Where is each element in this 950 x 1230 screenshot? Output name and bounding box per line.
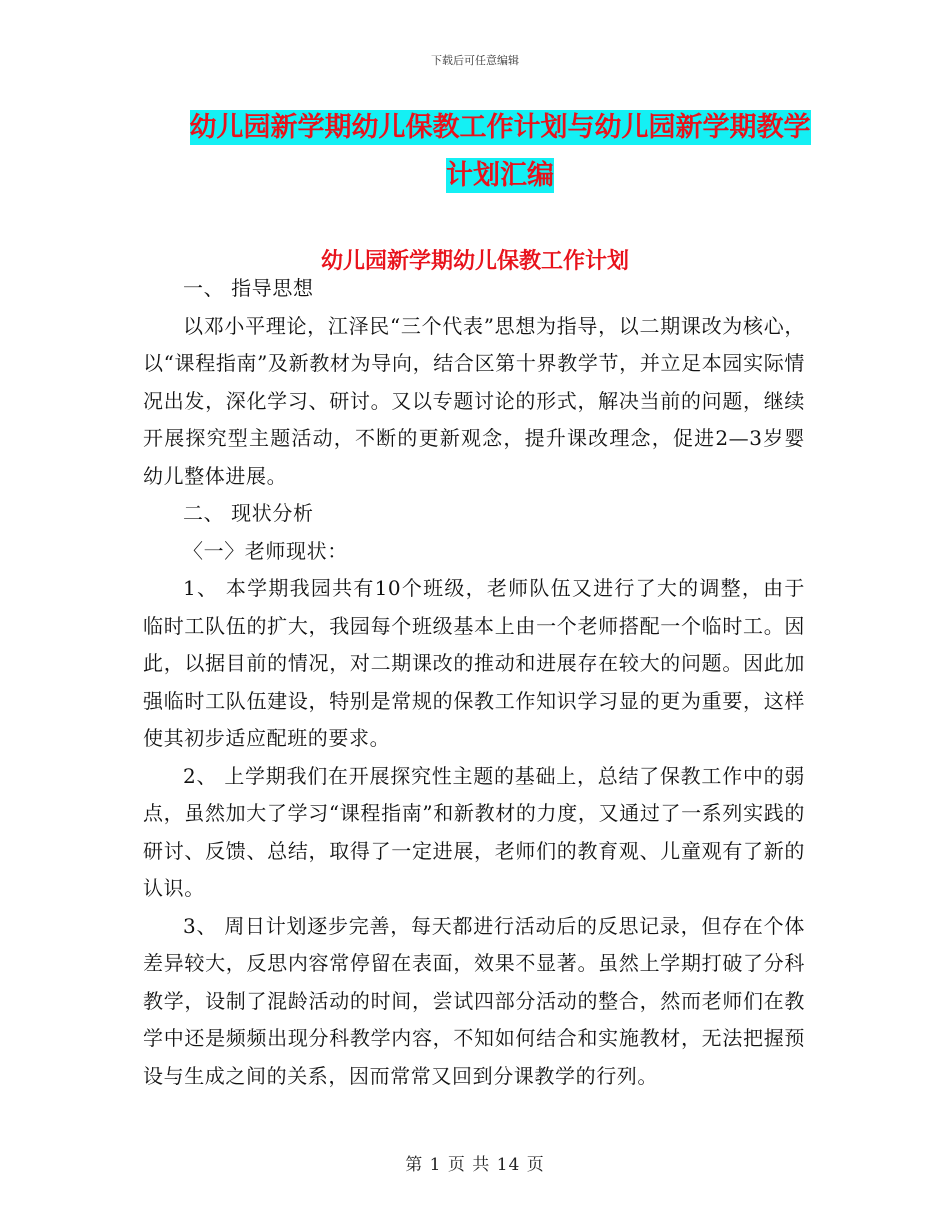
section-title: 幼儿园新学期幼儿保教工作计划 [320,248,629,274]
heading-status-analysis: 二、 现状分析 [183,501,314,525]
document-title-line-1: 幼儿园新学期幼儿保教工作计划与幼儿园新学期教学 [189,112,811,143]
paragraph-item-2: 2、 上学期我们在开展探究性主题的基础上，总结了保教工作中的弱点，虽然加大了学习“课程指南”和新教材的力度，又通过了一系列实践的研讨、反馈、总结，取得了一定进展，老师们的教育观、儿童观有了新的认识。 [143,763,805,900]
heading-teacher-status: 〈一〉老师现状： [183,538,348,563]
document-body [143,270,805,1095]
paragraph-guiding-ideology: 以邓小平理论，江泽民“三个代表”思想为指导，以二期课改为核心，以“课程指南”及新教材为导向，结合区第十界教学节，并立足本园实际情况出发，深化学习、研讨。又以专题讨论的形式，解决当前的问题，继续开展探究型主题活动，不断的更新观念，提升课改理念，促进2—3岁婴幼儿整体进展。 [143,313,805,488]
document-title [100,104,900,200]
page-footer: 第 1 页 共 14 页 [405,1155,545,1175]
heading-guiding-ideology: 一、 指导思想 [183,276,314,300]
header-note: 下载后可任意编辑 [431,54,519,67]
document-title-line-2: 计划汇编 [446,160,554,191]
paragraph-item-1: 1、 本学期我园共有10个班级，老师队伍又进行了大的调整，由于临时工队伍的扩大，我园每个班级基本上由一个老师搭配一个临时工。因此，以据目前的情况，对二期课改的推动和进展存在较大的问题。因此加强临时工队伍建设，特别是常规的保教工作知识学习显的更为重要，这样使其初步适应配班的要求。 [143,576,805,750]
paragraph-item-3: 3、 周日计划逐步完善，每天都进行活动后的反思记录，但存在个体差异较大，反思内容常停留在表面，效果不显著。虽然上学期打破了分科教学，设制了混龄活动的时间，尝试四部分活动的整合，然而老师们在教学中还是频频出现分科教学内容，不知如何结合和实施教材，无法把握预设与生成之间的关系，因而常常又回到分课教学的行列。 [143,913,805,1088]
